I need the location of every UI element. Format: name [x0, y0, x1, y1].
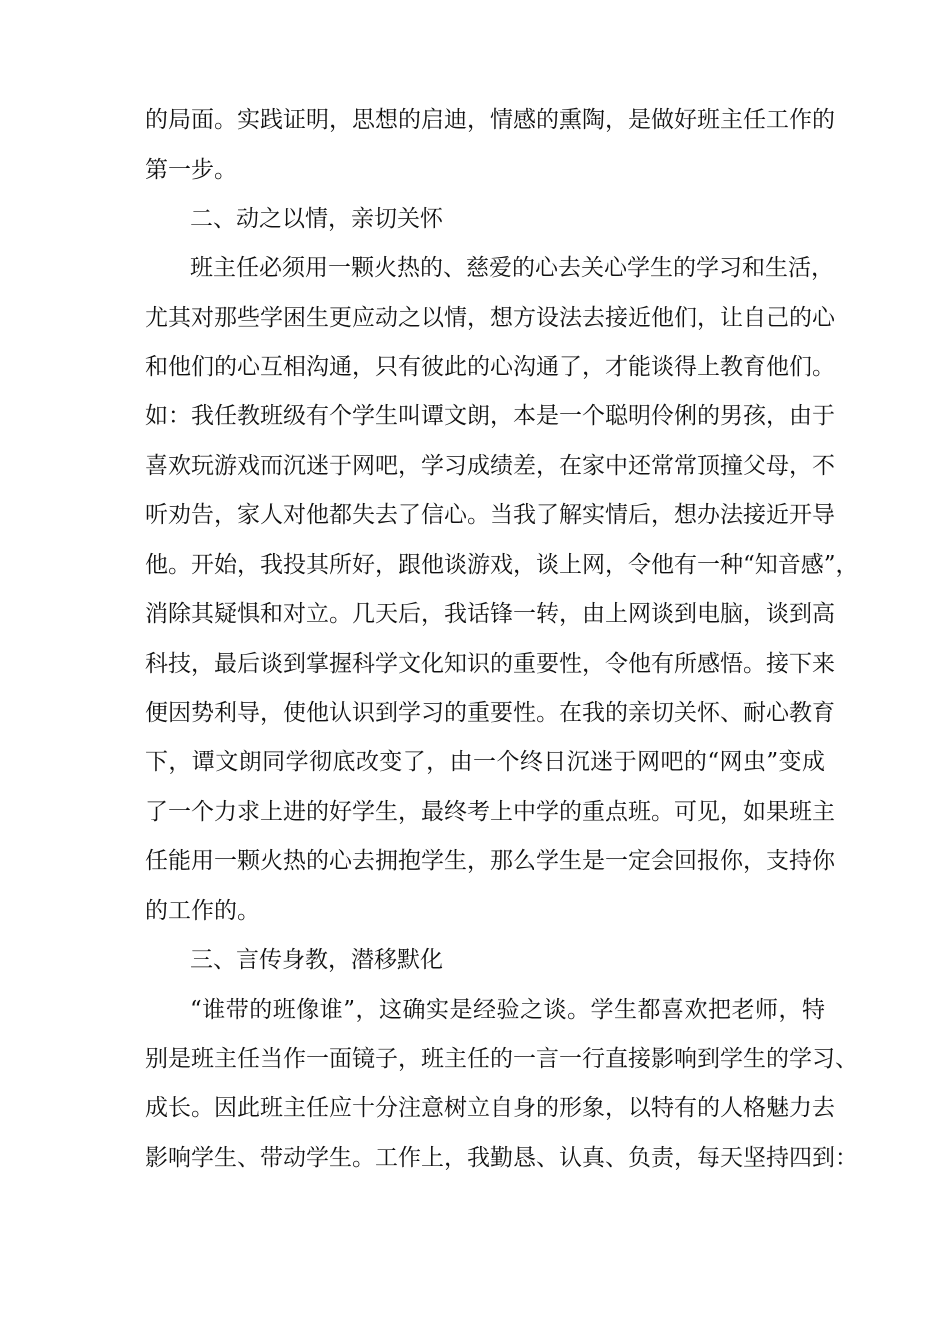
body-line: 和他们的心互相沟通，只有彼此的心沟通了，才能谈得上教育他们。: [145, 354, 835, 380]
body-line: 便因势利导，使他认识到学习的重要性。在我的亲切关怀、耐心教育: [145, 700, 835, 726]
body-line: 下，谭文朗同学彻底改变了，由一个终日沉迷于网吧的“网虫”变成: [145, 749, 825, 775]
body-line: 的工作的。: [145, 898, 260, 924]
body-line: 消除其疑惧和对立。几天后，我话锋一转，由上网谈到电脑，谈到高: [145, 601, 835, 627]
paragraph-first-line: “谁带的班像谁”，这确实是经验之谈。学生都喜欢把老师，特: [190, 997, 825, 1023]
paragraph-first-line: 班主任必须用一颗火热的、慈爱的心去关心学生的学习和生活，: [190, 255, 834, 281]
body-line: 尤其对那些学困生更应动之以情，想方设法去接近他们，让自己的心: [145, 305, 835, 331]
section-heading: 二、动之以情，亲切关怀: [190, 206, 443, 232]
body-line: 如：我任教班级有个学生叫谭文朗，本是一个聪明伶俐的男孩，由于: [145, 403, 835, 429]
body-line: 科技，最后谈到掌握科学文化知识的重要性，令他有所感悟。接下来: [145, 651, 835, 677]
body-line: 任能用一颗火热的心去拥抱学生，那么学生是一定会回报你，支持你: [145, 848, 835, 874]
body-line: 的局面。实践证明，思想的启迪，情感的熏陶，是做好班主任工作的: [145, 107, 835, 133]
body-line: 第一步。: [145, 157, 237, 183]
body-line: 喜欢玩游戏而沉迷于网吧，学习成绩差，在家中还常常顶撞父母，不: [145, 453, 835, 479]
body-line: 成长。因此班主任应十分注意树立自身的形象，以特有的人格魅力去: [145, 1095, 835, 1121]
body-line: 了一个力求上进的好学生，最终考上中学的重点班。可见，如果班主: [145, 799, 835, 825]
section-heading: 三、言传身教，潜移默化: [190, 947, 443, 973]
body-line: 听劝告，家人对他都失去了信心。当我了解实情后，想办法接近开导: [145, 502, 835, 528]
body-line: 影响学生、带动学生。工作上，我勤恳、认真、负责，每天坚持四到：: [145, 1145, 858, 1171]
body-line: 他。开始，我投其所好，跟他谈游戏，谈上网，令他有一种“知音感”，: [145, 552, 859, 578]
body-line: 别是班主任当作一面镜子，班主任的一言一行直接影响到学生的学习、: [145, 1046, 858, 1072]
